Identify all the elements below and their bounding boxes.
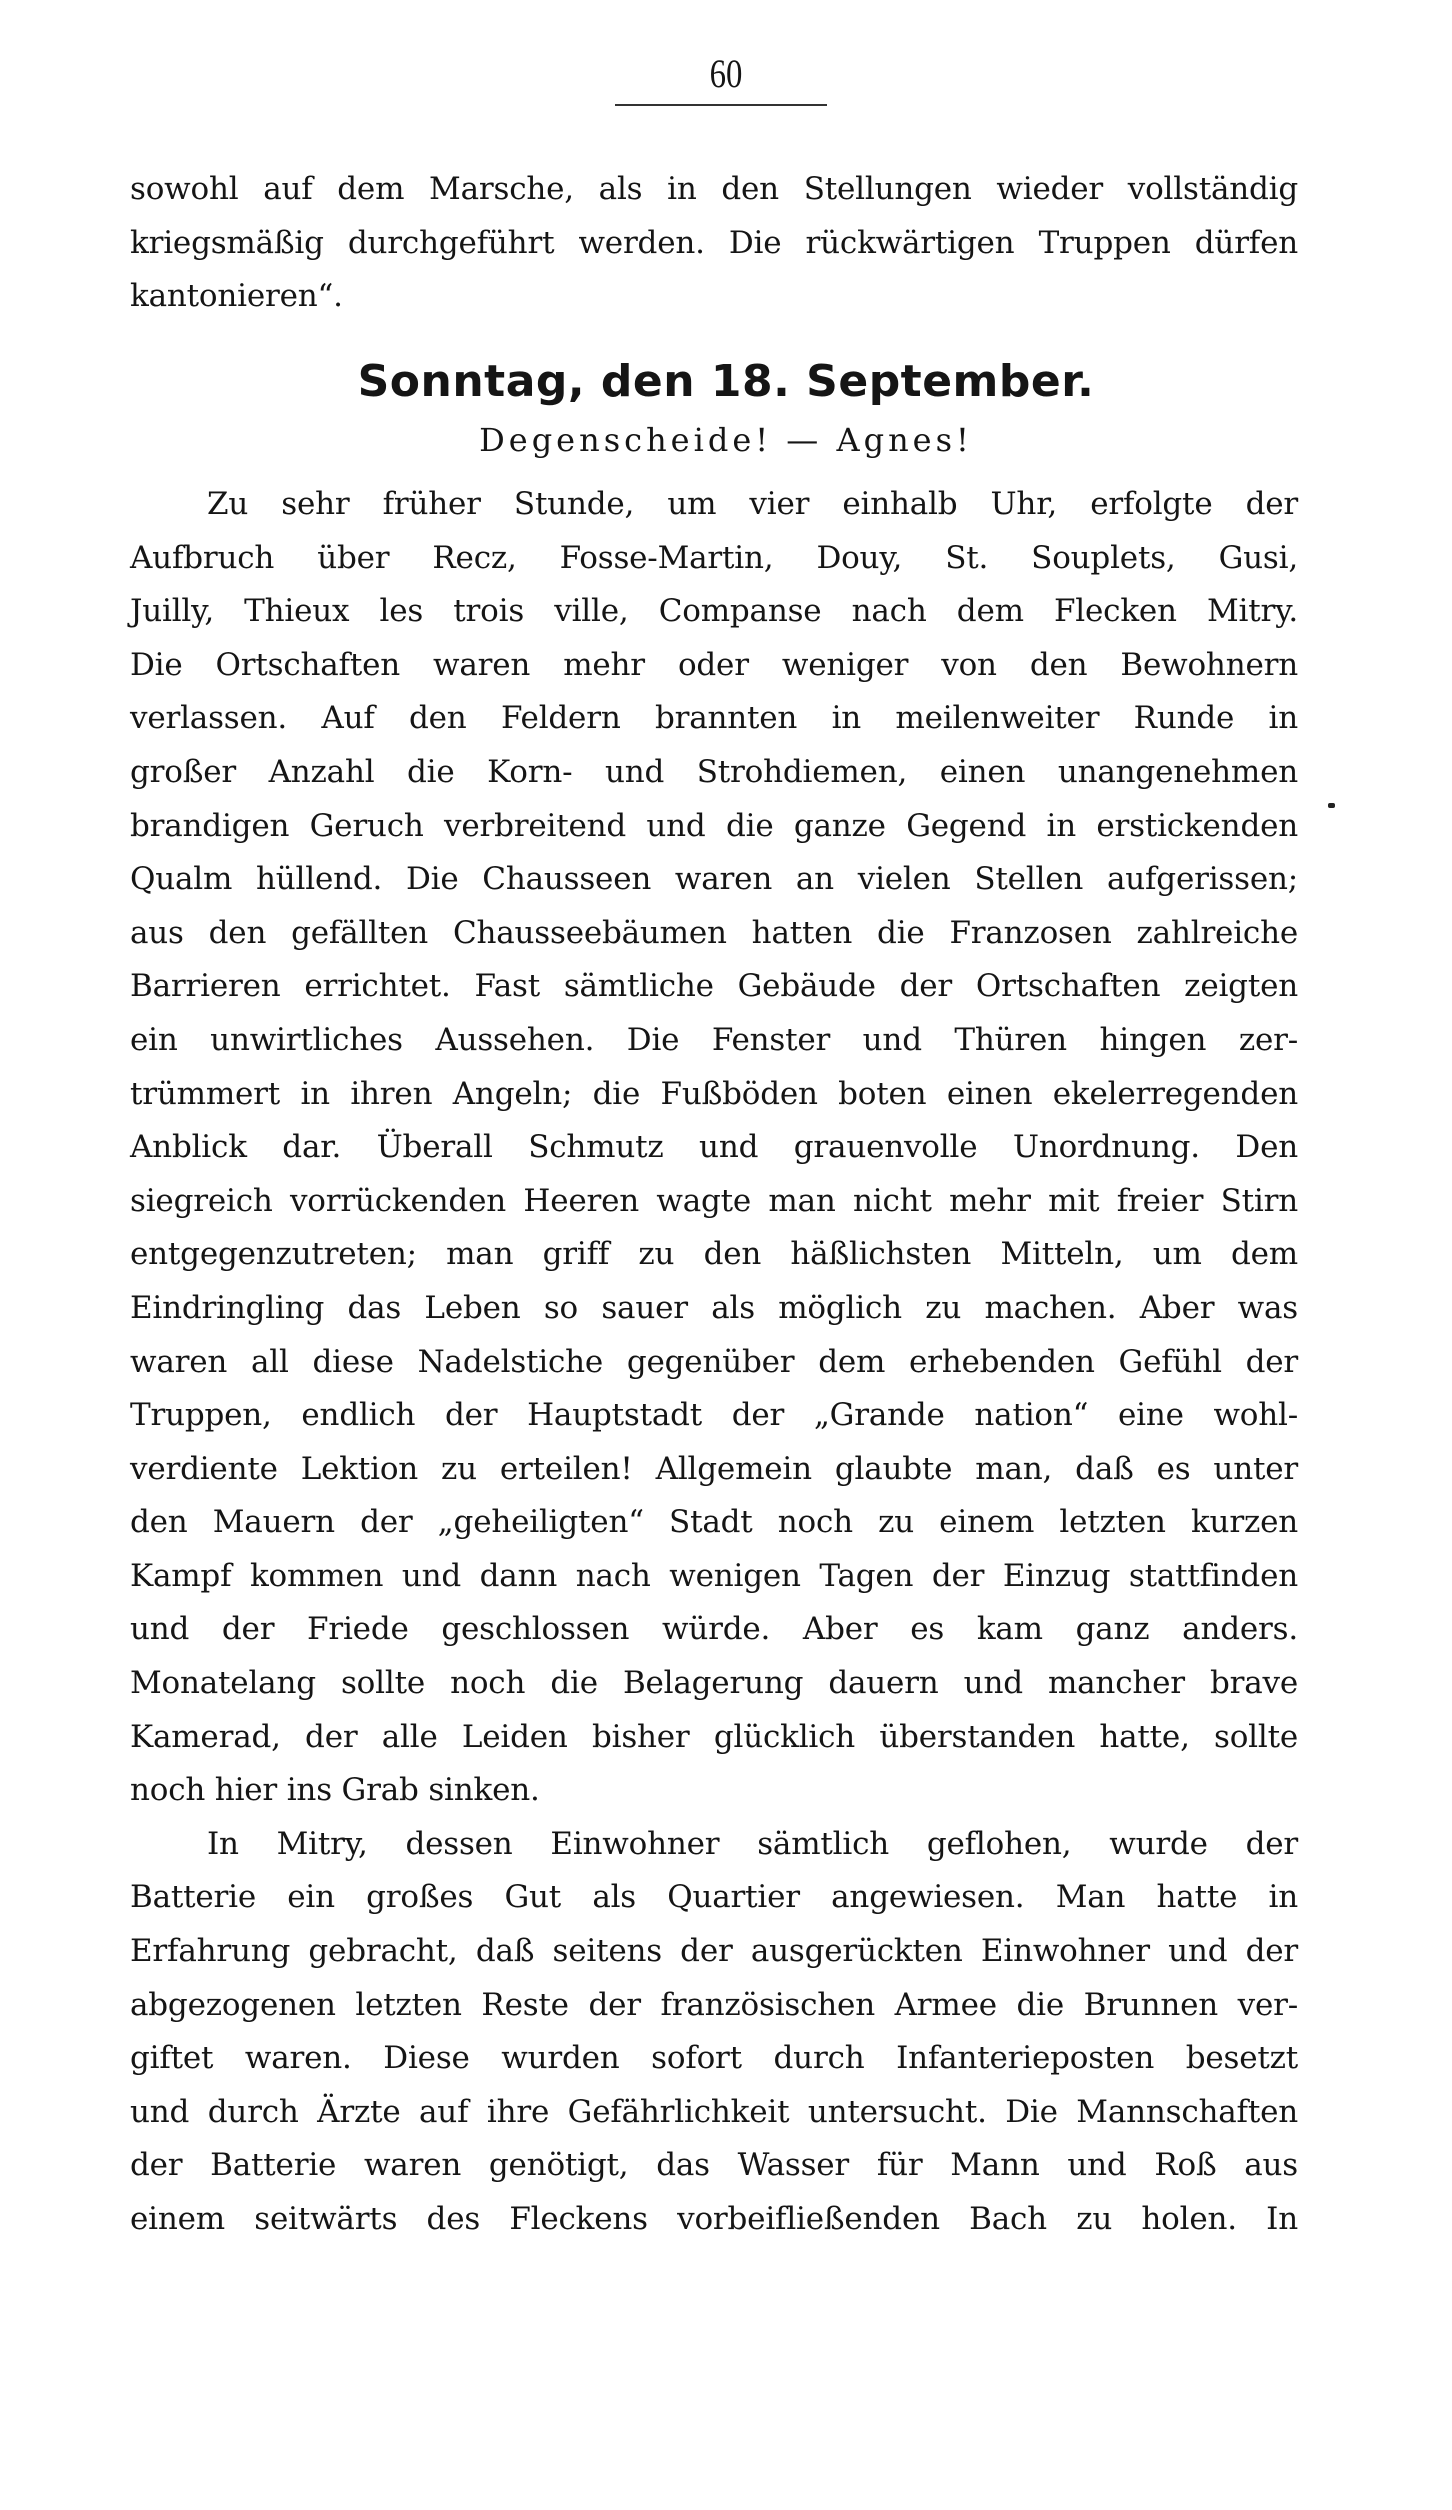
print-speck xyxy=(1328,803,1335,808)
text-line: Monatelang sollte noch die Belagerung dauern und mancher brave xyxy=(130,1665,1298,1702)
text-line: brandigen Geruch verbreitend und die ganze Gegend in erstickenden xyxy=(130,807,1298,844)
text-line: sowohl auf dem Marsche, als in den Stellungen wieder vollständig xyxy=(130,171,1298,207)
text-line: Juilly, Thieux les trois ville, Companse nach dem Flecken Mitry. xyxy=(130,593,1298,630)
text-line: entgegenzutreten; man griff zu den häßlichsten Mitteln, um dem xyxy=(130,1236,1298,1273)
text-line: kriegsmäßig durchgeführt werden. Die rückwärtigen Truppen dürfen xyxy=(130,224,1298,261)
page-number-rule xyxy=(615,104,827,106)
section-heading: Sonntag, den 18. September. xyxy=(357,356,1095,407)
text-line: der Batterie waren genötigt, das Wasser für Mann und Roß aus xyxy=(130,2147,1298,2184)
text-line: einem seitwärts des Fleckens vorbeifließenden Bach zu holen. In xyxy=(130,2201,1298,2237)
text-line: Erfahrung gebracht, daß seitens der ausgerückten Einwohner und der xyxy=(130,1933,1298,1970)
text-line: Die Ortschaften waren mehr oder weniger von den Bewohnern xyxy=(130,646,1298,683)
text-line: noch hier ins Grab sinken. xyxy=(130,1772,540,1809)
text-line: kantonieren“. xyxy=(130,278,343,315)
page-number: 60 xyxy=(709,51,743,96)
section-subheading: Degenscheide! — Agnes! xyxy=(479,421,973,459)
text-line: Zu sehr früher Stunde, um vier einhalb Uhr, erfolgte der xyxy=(207,486,1298,522)
text-line: In Mitry, dessen Einwohner sämtlich geflohen, wurde der xyxy=(207,1825,1298,1862)
text-line: ein unwirtliches Aussehen. Die Fenster und Thüren hingen zer- xyxy=(130,1021,1298,1058)
text-line: Qualm hüllend. Die Chausseen waren an vielen Stellen aufgerissen; xyxy=(130,861,1298,898)
text-line: trümmert in ihren Angeln; die Fußböden boten einen ekelerregenden xyxy=(130,1075,1298,1112)
text-line: und durch Ärzte auf ihre Gefährlichkeit untersucht. Die Mannschaften xyxy=(130,2093,1298,2130)
text-line: den Mauern der „geheiligten“ Stadt noch zu einem letzten kurzen xyxy=(130,1504,1298,1541)
text-line: verlassen. Auf den Feldern brannten in meilenweiter Runde in xyxy=(130,700,1298,737)
text-line: Kamerad, der alle Leiden bisher glücklich überstanden hatte, sollte xyxy=(130,1718,1298,1755)
text-line: großer Anzahl die Korn- und Strohdiemen, einen unangenehmen xyxy=(130,753,1298,790)
text-line: Eindringling das Leben so sauer als möglich zu machen. Aber was xyxy=(130,1289,1298,1326)
text-line: Anblick dar. Überall Schmutz und grauenvolle Unordnung. Den xyxy=(130,1129,1298,1166)
text-line: giftet waren. Diese wurden sofort durch Infanterieposten besetzt xyxy=(130,2040,1298,2077)
text-line: Kampf kommen und dann nach wenigen Tagen der Einzug stattfinden xyxy=(130,1557,1298,1594)
text-line: abgezogenen letzten Reste der französischen Armee die Brunnen ver- xyxy=(130,1986,1298,2023)
text-line: Truppen, endlich der Hauptstadt der „Grande nation“ eine wohl- xyxy=(130,1397,1298,1434)
text-line: und der Friede geschlossen würde. Aber es kam ganz anders. xyxy=(130,1611,1298,1648)
paragraph xyxy=(130,478,1298,2247)
text-line: Batterie ein großes Gut als Quartier angewiesen. Man hatte in xyxy=(130,1879,1298,1916)
text-line: aus den gefällten Chausseebäumen hatten die Franzosen zahlreiche xyxy=(130,914,1298,951)
text-line: Barrieren errichtet. Fast sämtliche Gebäude der Ortschaften zeigten xyxy=(130,968,1298,1005)
text-line: verdiente Lektion zu erteilen! Allgemein glaubte man, daß es unter xyxy=(130,1450,1298,1487)
continued-paragraph xyxy=(130,163,1298,324)
text-line: siegreich vorrückenden Heeren wagte man nicht mehr mit freier Stirn xyxy=(130,1182,1298,1219)
text-line: waren all diese Nadelstiche gegenüber dem erhebenden Gefühl der xyxy=(130,1343,1298,1380)
text-line: Aufbruch über Recz, Fosse-Martin, Douy, St. Souplets, Gusi, xyxy=(130,539,1298,576)
